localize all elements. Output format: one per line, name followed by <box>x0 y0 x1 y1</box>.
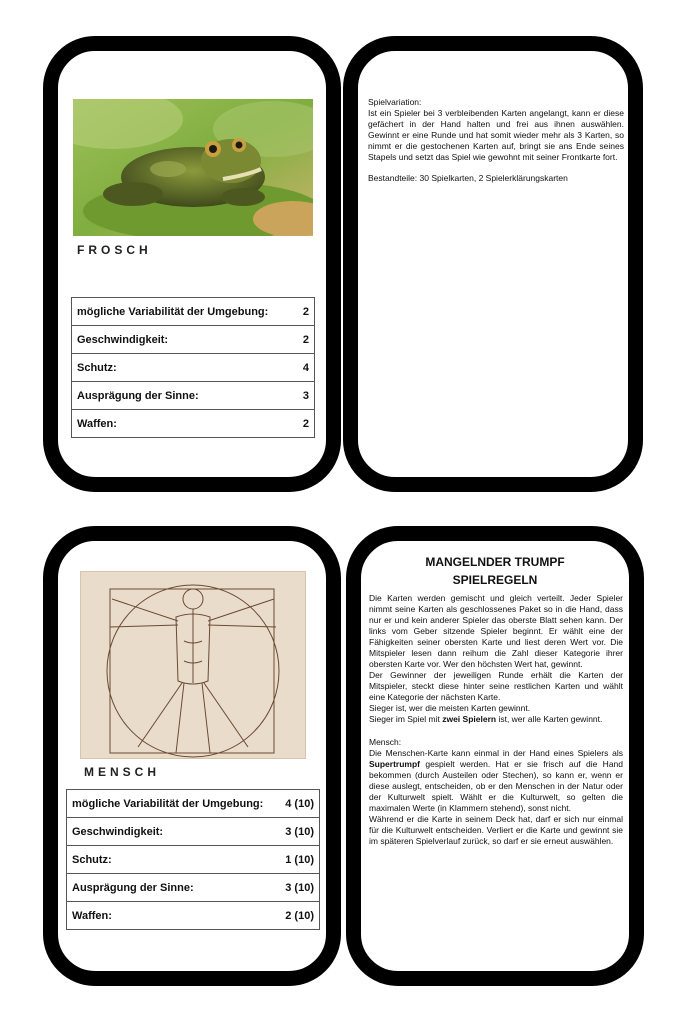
stat-label: Waffen: <box>72 410 297 438</box>
table-row <box>72 382 315 410</box>
stat-label: Ausprägung der Sinne: <box>67 874 279 902</box>
spielvariation-text <box>368 97 624 194</box>
stat-label: Schutz: <box>67 846 279 874</box>
table-row <box>72 298 315 326</box>
components-text: Bestandteile: 30 Spielkarten, 2 Spielerklärungskarten <box>368 173 568 183</box>
rules-text-span: ist, wer alle Karten gewinnt. <box>496 714 603 724</box>
frosch-stats-table <box>71 297 315 438</box>
rules-text-bold: Supertrumpf <box>369 759 420 769</box>
rules-text-bold: zwei Spielern <box>442 714 497 724</box>
stat-value: 2 <box>296 410 315 438</box>
stat-value: 3 (10) <box>278 818 319 846</box>
stat-value: 1 (10) <box>278 846 319 874</box>
stat-value: 4 <box>296 354 315 382</box>
rules-text-span: Die Menschen-Karte kann einmal in der Hand eines Spielers als <box>369 748 623 758</box>
mensch-rules-heading: Mensch: <box>369 737 402 747</box>
stat-value: 2 <box>296 298 315 326</box>
frosch-card <box>43 36 341 492</box>
stat-label: mögliche Variabilität der Umgebung: <box>67 790 279 818</box>
table-row <box>67 818 320 846</box>
stat-label: Schutz: <box>72 354 297 382</box>
rules-title <box>361 553 629 589</box>
stat-label: Waffen: <box>67 902 279 930</box>
frog-photo <box>73 99 313 236</box>
stat-value: 4 (10) <box>278 790 319 818</box>
frog-image <box>73 99 313 236</box>
table-row <box>72 410 315 438</box>
stat-value: 3 <box>296 382 315 410</box>
mensch-card <box>43 526 341 986</box>
frosch-card-title: FROSCH <box>77 243 152 257</box>
vitruvian-man-image <box>80 571 306 759</box>
table-row <box>67 846 320 874</box>
spielvariation-heading: Spielvariation: <box>368 97 422 107</box>
rules-paragraph <box>369 748 623 814</box>
table-row <box>67 790 320 818</box>
table-row <box>72 326 315 354</box>
rules-title-line1: MANGELNDER TRUMPF <box>425 555 565 569</box>
rules-text-span: Sieger im Spiel mit <box>369 714 443 724</box>
table-row <box>72 354 315 382</box>
vitruvian-man-photo <box>80 571 306 759</box>
spielregeln-card <box>346 526 644 986</box>
stat-label: mögliche Variabilität der Umgebung: <box>72 298 297 326</box>
rules-text <box>369 593 623 847</box>
stat-value: 2 (10) <box>278 902 319 930</box>
rules-paragraph: Sieger ist, wer die meisten Karten gewinnt. <box>369 703 531 713</box>
spielvariation-body: Ist ein Spieler bei 3 verbleibenden Karten angelangt, kann er diese gefächert in der Hand halten und frei aus ihnen auswählen. Gewinnt er eine Runde und hat somit wieder mehr als 3 Karten, so nimmt er die gestochenen Karten auf, bringt sie ans Ende seines Stapels und setzt das Spiel wie gewohnt mit seiner Frontkarte fort. <box>368 108 624 162</box>
rules-paragraph: Die Karten werden gemischt und gleich verteilt. Jeder Spieler nimmt seine Karten als geschlossenes Paket so in die Hand, dass nur er und kein anderer Spieler das oberste Blatt sehen kann. Der links vom Geber sitzende Spieler beginnt. Er wählt eine der Fähigkeiten seiner obersten Karte und liest deren Wert vor. Die Mitspieler lesen dann reihum die Zahl dieser Kategorie ihrer obersten Karte vor. Wer den höchsten Wert hat, gewinnt. <box>369 593 623 669</box>
rules-text-span: gespielt werden. Hat er sie frisch auf die Hand bekommen (durch Austeilen oder Stechen), so kann er, wenn er diese auslegt, entscheiden, ob er den Menschen in der Natur oder der Kulturwelt spielt. Wählt er die Kulturwelt, so gelten die maximalen Werte (in Klammern stehend), sonst nicht. <box>369 759 623 813</box>
stat-label: Ausprägung der Sinne: <box>72 382 297 410</box>
stat-value: 2 <box>296 326 315 354</box>
table-row <box>67 874 320 902</box>
spielvariation-card <box>343 36 643 492</box>
rules-paragraph: Der Gewinner der jeweiligen Runde erhält die Karten der Mitspieler, steckt diese hinter seine restlichen Karten und wählt eine Kategorie der nächsten Karte. <box>369 670 623 702</box>
stat-label: Geschwindigkeit: <box>72 326 297 354</box>
table-row <box>67 902 320 930</box>
rules-paragraph <box>369 714 623 725</box>
stat-label: Geschwindigkeit: <box>67 818 279 846</box>
stat-value: 3 (10) <box>278 874 319 902</box>
rules-title-line2: SPIELREGELN <box>452 573 538 587</box>
mensch-card-title: MENSCH <box>84 765 161 779</box>
rules-paragraph: Während er die Karte in seinem Deck hat, darf er sich nur einmal für die Kulturwelt entscheiden. Verliert er die Karte und gewinnt sie im späteren Spielverlauf zurück, so darf er sie erneut auswählen. <box>369 814 623 846</box>
mensch-stats-table <box>66 789 320 930</box>
